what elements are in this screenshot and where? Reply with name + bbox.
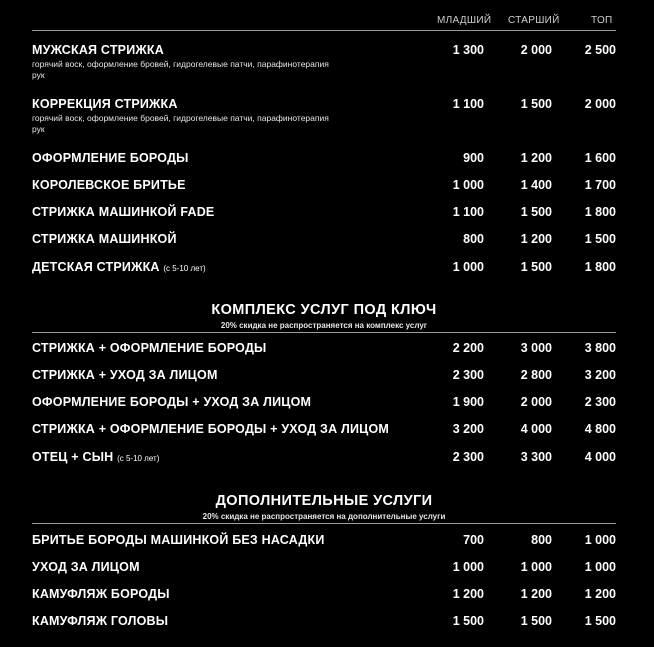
price-senior: 1 400: [520, 178, 552, 192]
price-row: [32, 151, 616, 171]
price-junior: 2 300: [452, 450, 484, 464]
price-senior: 3 300: [520, 450, 552, 464]
service-name: БРИТЬЕ БОРОДЫ МАШИНКОЙ БЕЗ НАСАДКИ: [32, 533, 325, 547]
price-row: [32, 368, 616, 388]
price-top: 1 700: [584, 178, 616, 192]
price-senior: 4 000: [520, 422, 552, 436]
service-description: горячий воск, оформление бровей, гидрогелевые патчи, парафинотерапия рук: [32, 113, 329, 134]
price-senior: 1 200: [520, 151, 552, 165]
price-row: [32, 341, 616, 361]
column-header-senior: СТАРШИЙ: [508, 15, 560, 26]
price-row: [32, 205, 616, 225]
service-name: КАМУФЛЯЖ БОРОДЫ: [32, 587, 170, 601]
service-name: СТРИЖКА + УХОД ЗА ЛИЦОМ: [32, 368, 218, 382]
price-row: [32, 395, 616, 415]
price-top: 4 000: [584, 450, 616, 464]
price-junior: 700: [463, 533, 484, 547]
price-junior: 1 000: [452, 560, 484, 574]
column-header-top: ТОП: [591, 15, 613, 26]
price-row: [32, 260, 616, 280]
price-junior: 1 100: [452, 97, 484, 111]
price-senior: 800: [531, 533, 552, 547]
price-top: 3 200: [584, 368, 616, 382]
price-top: 2 000: [584, 97, 616, 111]
price-junior: 2 300: [452, 368, 484, 382]
price-top: 1 000: [584, 533, 616, 547]
service-name: КОРОЛЕВСКОЕ БРИТЬЕ: [32, 178, 186, 192]
service-name: ОФОРМЛЕНИЕ БОРОДЫ + УХОД ЗА ЛИЦОМ: [32, 395, 312, 409]
price-junior: 1 100: [452, 205, 484, 219]
price-row: [32, 533, 616, 553]
header-divider: [32, 30, 616, 31]
price-top: 2 300: [584, 395, 616, 409]
price-top: 1 500: [584, 614, 616, 628]
service-name: СТРИЖКА + ОФОРМЛЕНИЕ БОРОДЫ + УХОД ЗА ЛИЦОМ: [32, 422, 390, 436]
price-top: 1 800: [584, 260, 616, 274]
price-row: [32, 422, 616, 442]
price-senior: 1 500: [520, 97, 552, 111]
service-name: КОРРЕКЦИЯ СТРИЖКА: [32, 97, 178, 111]
price-senior: 1 200: [520, 587, 552, 601]
price-row: [32, 232, 616, 252]
price-senior: 1 500: [520, 205, 552, 219]
age-note: (с 5-10 лет): [117, 454, 160, 463]
price-junior: 900: [463, 151, 484, 165]
price-row: [32, 587, 616, 607]
price-junior: 1 500: [452, 614, 484, 628]
price-row: [32, 614, 616, 634]
price-row: [32, 43, 616, 80]
extra-divider: [32, 523, 616, 524]
combo-section-subtitle: 20% скидка не распространяется на комплекс услуг: [220, 321, 428, 330]
combo-divider: [32, 332, 616, 333]
extra-section-subtitle: 20% скидка не распространяется на дополнительные услуги: [202, 512, 446, 521]
price-junior: 1 300: [452, 43, 484, 57]
price-junior: 1 200: [452, 587, 484, 601]
price-senior: 1 500: [520, 260, 552, 274]
price-junior: 3 200: [452, 422, 484, 436]
price-junior: 2 200: [452, 341, 484, 355]
price-top: 4 800: [584, 422, 616, 436]
price-senior: 2 000: [520, 395, 552, 409]
price-senior: 2 800: [520, 368, 552, 382]
price-junior: 1 900: [452, 395, 484, 409]
price-top: 1 200: [584, 587, 616, 601]
service-name: УХОД ЗА ЛИЦОМ: [32, 560, 140, 574]
price-junior: 1 000: [452, 178, 484, 192]
price-senior: 1 500: [520, 614, 552, 628]
price-junior: 1 000: [452, 260, 484, 274]
combo-section-title: КОМПЛЕКС УСЛУГ ПОД КЛЮЧ: [211, 302, 437, 318]
service-name: СТРИЖКА МАШИНКОЙ: [32, 232, 177, 246]
price-top: 1 800: [584, 205, 616, 219]
price-senior: 1 000: [520, 560, 552, 574]
service-name: СТРИЖКА + ОФОРМЛЕНИЕ БОРОДЫ: [32, 341, 267, 355]
service-name-text: ДЕТСКАЯ СТРИЖКА: [32, 260, 160, 274]
price-top: 1 500: [584, 232, 616, 246]
service-name: [32, 450, 159, 464]
service-name: МУЖСКАЯ СТРИЖКА: [32, 43, 164, 57]
age-note: (с 5-10 лет): [163, 264, 206, 273]
service-name-text: ОТЕЦ + СЫН: [32, 450, 114, 464]
price-row: [32, 97, 616, 134]
service-name: ОФОРМЛЕНИЕ БОРОДЫ: [32, 151, 189, 165]
price-row: [32, 178, 616, 198]
service-name: КАМУФЛЯЖ ГОЛОВЫ: [32, 614, 169, 628]
price-senior: 3 000: [520, 341, 552, 355]
price-row: [32, 450, 616, 470]
price-row: [32, 560, 616, 580]
price-senior: 1 200: [520, 232, 552, 246]
service-description: горячий воск, оформление бровей, гидрогелевые патчи, парафинотерапия рук: [32, 59, 329, 80]
service-name: СТРИЖКА МАШИНКОЙ FADE: [32, 205, 215, 219]
extra-section-title: ДОПОЛНИТЕЛЬНЫЕ УСЛУГИ: [215, 493, 433, 509]
price-top: 1 600: [584, 151, 616, 165]
price-senior: 2 000: [520, 43, 552, 57]
service-name: [32, 260, 206, 274]
price-top: 2 500: [584, 43, 616, 57]
price-top: 3 800: [584, 341, 616, 355]
price-top: 1 000: [584, 560, 616, 574]
price-junior: 800: [463, 232, 484, 246]
column-header-junior: МЛАДШИЙ: [437, 15, 492, 26]
